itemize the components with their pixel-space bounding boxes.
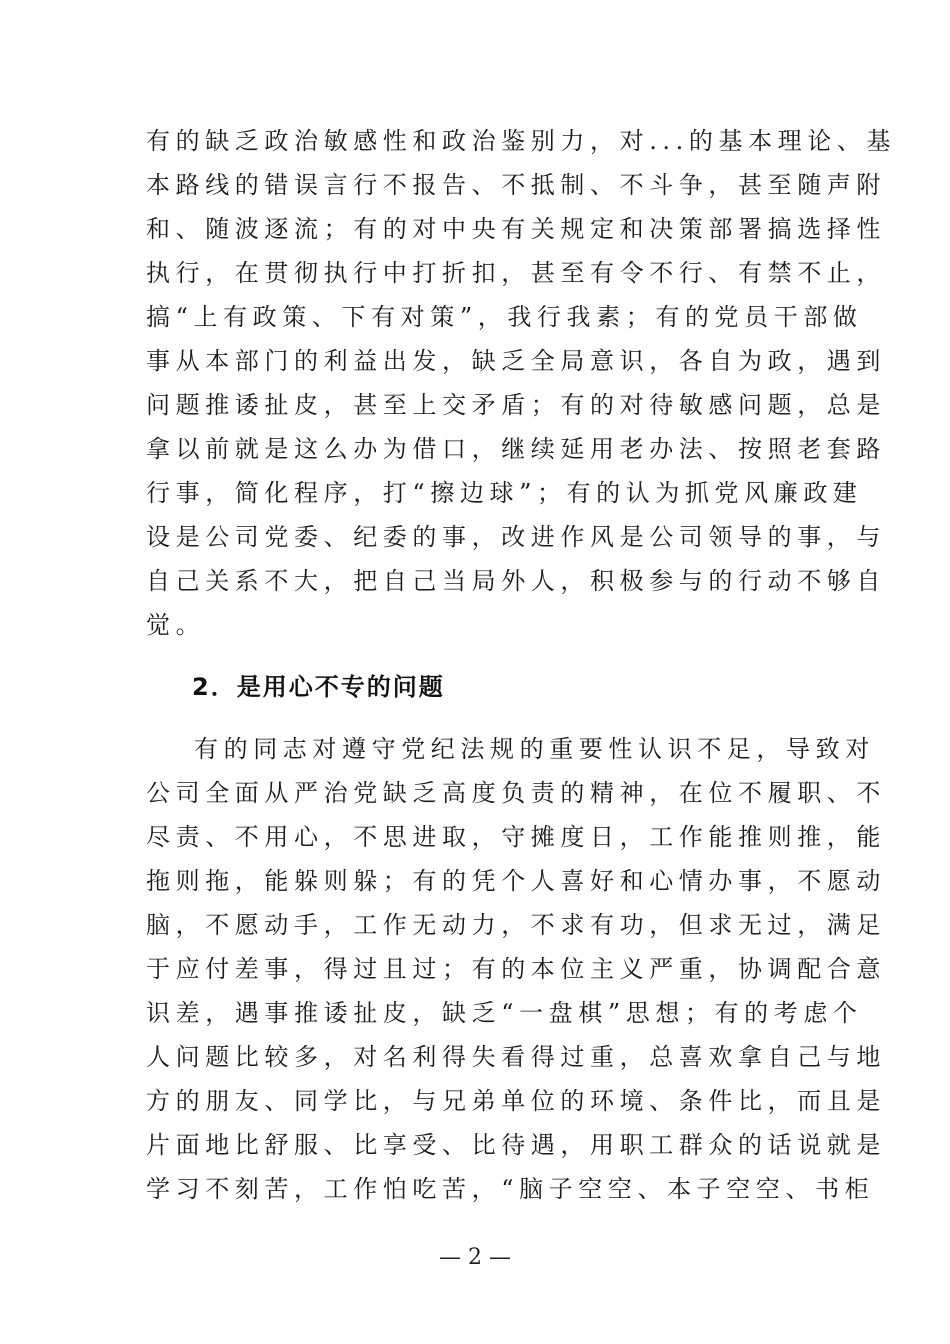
paragraph-2-line: 人问题比较多，对名利得失看得过重，总喜欢拿自己与地	[146, 1043, 886, 1071]
paragraph-1-line: 事从本部门的利益出发，缺乏全局意识，各自为政，遇到	[146, 347, 886, 375]
paragraph-2-line: 公司全面从严治党缺乏高度负责的精神，在位不履职、不	[146, 779, 886, 807]
section-heading: 2．是用心不专的问题	[192, 673, 445, 701]
paragraph-1-line: 有的缺乏政治敏感性和政治鉴别力，对...的基本理论、基	[146, 127, 897, 155]
paragraph-2-line: 有的同志对遵守党纪法规的重要性认识不足，导致对	[194, 735, 875, 763]
paragraph-2-line: 拖则拖，能躲则躲；有的凭个人喜好和心情办事，不愿动	[146, 867, 886, 895]
page-number: — 2 —	[439, 1245, 511, 1270]
paragraph-1-line: 自己关系不大，把自己当局外人，积极参与的行动不够自	[146, 567, 886, 595]
paragraph-1-line: 本路线的错误言行不报告、不抵制、不斗争，甚至随声附	[146, 171, 886, 199]
paragraph-1-line: 设是公司党委、纪委的事，改进作风是公司领导的事，与	[146, 523, 886, 551]
paragraph-1-line: 拿以前就是这么办为借口，继续延用老办法、按照老套路	[146, 435, 886, 463]
paragraph-1-line: 行事，简化程序，打“擦边球”；有的认为抓党风廉政建	[146, 479, 863, 507]
paragraph-1-line: 问题推诿扯皮，甚至上交矛盾；有的对待敏感问题，总是	[146, 391, 886, 419]
paragraph-2-line: 识差，遇事推诿扯皮，缺乏“一盘棋”思想；有的考虑个	[146, 999, 863, 1027]
paragraph-1-line: 执行，在贯彻执行中打折扣，甚至有令不行、有禁不止，	[146, 259, 886, 287]
paragraph-2-line: 方的朋友、同学比，与兄弟单位的环境、条件比，而且是	[146, 1087, 886, 1115]
paragraph-1-line: 和、随波逐流；有的对中央有关规定和决策部署搞选择性	[146, 215, 886, 243]
paragraph-2-line: 片面地比舒服、比享受、比待遇，用职工群众的话说就是	[146, 1131, 886, 1159]
paragraph-2-line: 脑，不愿动手，工作无动力，不求有功，但求无过，满足	[146, 911, 886, 939]
paragraph-2-line: 于应付差事，得过且过；有的本位主义严重，协调配合意	[146, 955, 886, 983]
paragraph-1-line: 觉。	[146, 611, 206, 639]
paragraph-2-line: 尽责、不用心，不思进取，守摊度日，工作能推则推，能	[146, 823, 886, 851]
paragraph-1-line: 搞“上有政策、下有对策”，我行我素；有的党员干部做	[146, 303, 863, 331]
paragraph-2-line: 学习不刻苦，工作怕吃苦，“脑子空空、本子空空、书柜	[146, 1175, 875, 1203]
